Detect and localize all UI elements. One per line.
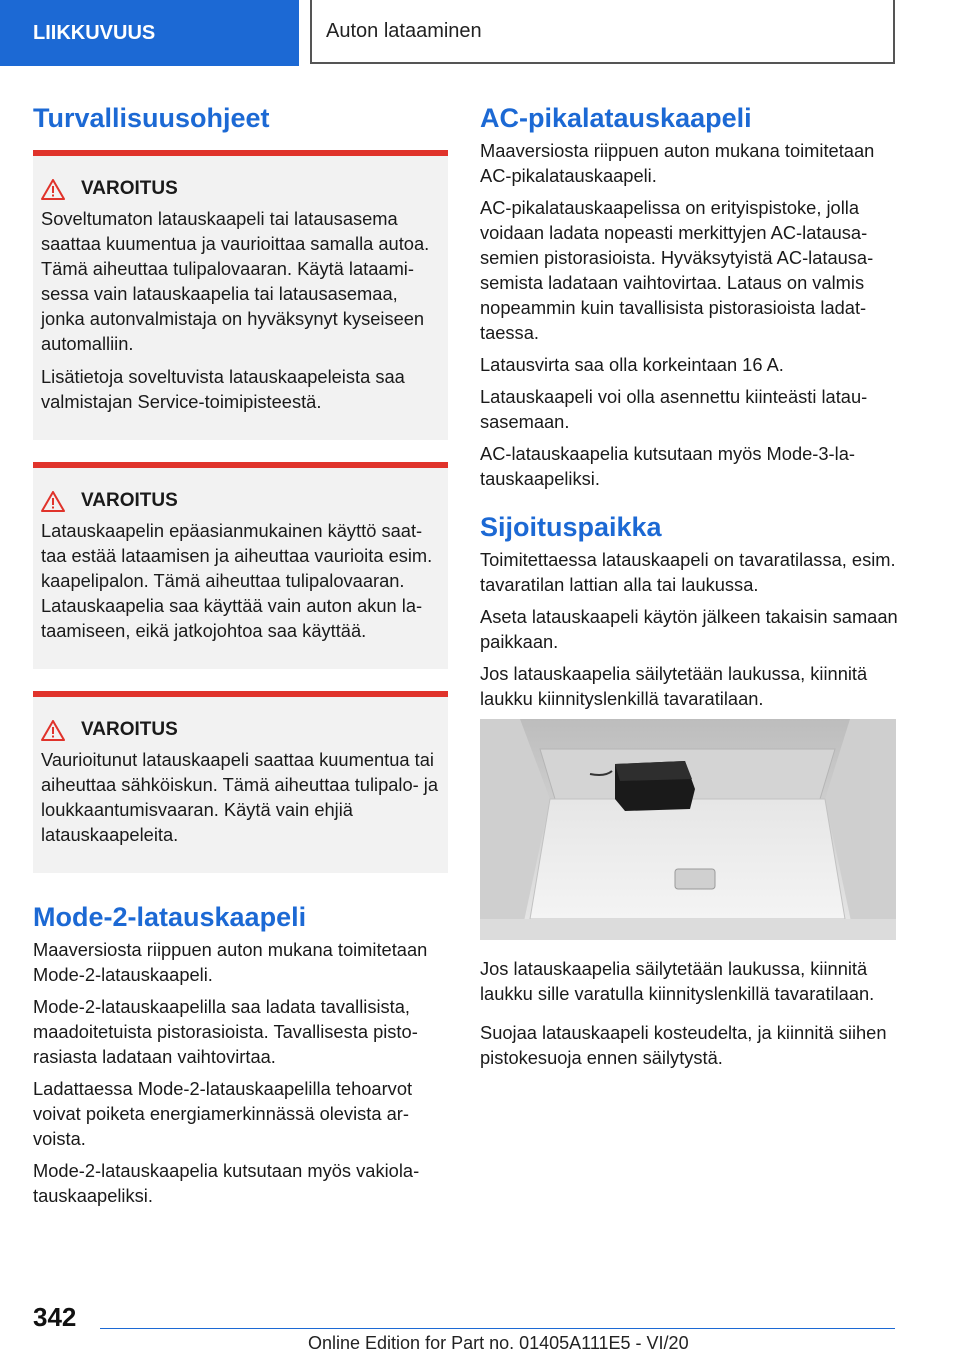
ac-heading: AC-pikalatauskaapeli (480, 103, 752, 133)
warning-text: Latauskaapelin epäasianmukainen käyttö saattaa estää lataamisen ja aiheuttaa vaurioita esim. kaapelipalon. Tämä aiheuttaa tulipalovaaran. Latauskaapelia saa käyttää vain auton akun lataamiseen, eikä jatkojohtoa saa käyttää. (41, 520, 433, 641)
trunk-illustration (480, 719, 896, 940)
warning-box-3 (33, 691, 448, 873)
left-column (33, 100, 448, 1215)
chapter-title: Auton lataaminen (310, 0, 895, 64)
footer-divider (100, 1328, 895, 1329)
body-paragraph: Maaversiosta riippuen auton mukana toimitetaan AC-pikalatauskaapeli. (480, 140, 875, 186)
body-paragraph: Latausvirta saa olla korkeintaan 16 A. (480, 354, 784, 375)
warning-title (41, 719, 440, 741)
body-paragraph: Jos latauskaapelia säilytetään laukussa, kiinnitä laukku sille varatulla kiinnityslenkillä tavaratilaan. (480, 958, 875, 1004)
body-paragraph: Aseta latauskaapeli käytön jälkeen takaisin samaan paikkaan. (480, 606, 898, 652)
body-paragraph: Maaversiosta riippuen auton mukana toimitetaan Mode-2-latauskaapeli. (33, 939, 428, 985)
warning-box-2 (33, 462, 448, 669)
warning-box-1 (33, 150, 448, 440)
body-paragraph: Mode-2-latauskaapelia kutsutaan myös vakiolatauskaapeliksi. (33, 1160, 420, 1206)
trunk-photo (480, 719, 896, 940)
warning-label: VAROITUS (81, 490, 178, 511)
warning-text: Soveltumaton latauskaapeli tai latausasema saattaa kuumentua ja vaurioittaa samalla autoa. Tämä aiheuttaa tulipalovaaran. Käytä lataamisessa vain latauskaapelia tai latausasemaa, jonka autonvalmistaja on hyväksynyt kyseiseen automalliin. (41, 208, 430, 354)
section-tab: LIIKKUVUUS (0, 0, 299, 66)
warning-triangle-icon (41, 491, 65, 512)
body-paragraph: Suojaa latauskaapeli kosteudelta, ja kiinnitä siihen pistokesuoja ennen säilytystä. (480, 1022, 887, 1068)
warning-title (41, 178, 440, 200)
edition-text: Online Edition for Part no. 01405A111E5 - VI/20 (308, 1333, 689, 1353)
body-paragraph: Mode-2-latauskaapelilla saa ladata tavallisista, maadoitetuista pistorasioista. Tavallisesta pistorasiasta ladataan vaihtovirtaa. (33, 996, 418, 1067)
body-paragraph: Latauskaapeli voi olla asennettu kiinteästi latausasemaan. (480, 386, 868, 432)
warning-text: Lisätietoja soveltuvista latauskaapeleista saa valmistajan Service-toimipisteestä. (41, 366, 405, 412)
mode2-heading: Mode-2-latauskaapeli (33, 902, 307, 932)
warning-triangle-icon (41, 720, 65, 741)
body-paragraph: Toimitettaessa latauskaapeli on tavaratilassa, esim. tavaratilan lattian alla tai laukussa. (480, 549, 896, 595)
warning-text: Vaurioitunut latauskaapeli saattaa kuumentua tai aiheuttaa sähköiskun. Tämä aiheuttaa tulipalo- ja loukkaantumisvaaran. Käytä vain ehjiä latauskaapeleita. (41, 749, 439, 845)
right-column (480, 100, 898, 1077)
warning-label: VAROITUS (81, 719, 178, 740)
warning-triangle-icon (41, 179, 65, 200)
warning-title (41, 490, 440, 512)
body-paragraph: Ladattaessa Mode-2-latauskaapelilla tehoarvot voivat poiketa energiamerkinnässä olevista arvoista. (33, 1078, 413, 1149)
body-paragraph: AC-latauskaapelia kutsutaan myös Mode-3-latauskaapeliksi. (480, 443, 855, 489)
body-paragraph: AC-pikalatauskaapelissa on erityispistoke, jolla voidaan ladata nopeasti merkittyjen AC-latausasemien pistorasioista. Hyväksytyistä AC-latausasemista ladataan vaihtovirtaa. Lataus on valmis nopeammin kuin tavallisista pistorasioista ladattaessa. (480, 197, 874, 343)
body-paragraph: Jos latauskaapelia säilytetään laukussa, kiinnitä laukku kiinnityslenkillä tavaratilaan. (480, 663, 868, 709)
safety-heading: Turvallisuusohjeet (33, 103, 270, 133)
storage-heading: Sijoituspaikka (480, 512, 662, 542)
page-number: 342 (33, 1302, 77, 1332)
warning-label: VAROITUS (81, 178, 178, 199)
page-header (0, 0, 960, 66)
